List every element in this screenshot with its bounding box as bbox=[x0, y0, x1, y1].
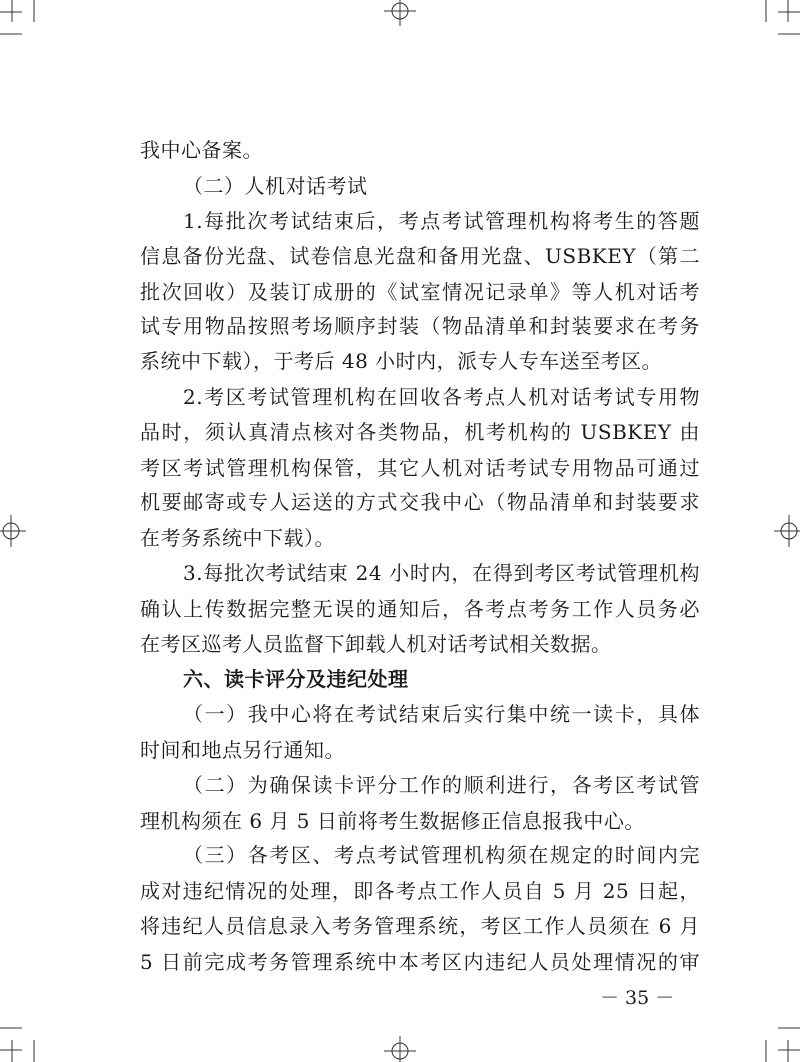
text-line: 品时，须认真清点核对各类物品，机考机构的 USBKEY 由 bbox=[140, 420, 700, 444]
text-line: 1.每批次考试结束后，考点考试管理机构将考生的答题 bbox=[183, 209, 700, 233]
registration-mark-right bbox=[774, 515, 800, 547]
text-line: 2.考区考试管理机构在回收各考点人机对话考试专用物 bbox=[183, 385, 700, 409]
text-line: 理机构须在 6 月 5 日前将考生数据修正信息报我中心。 bbox=[140, 809, 645, 833]
text-line: 我中心备案。 bbox=[140, 138, 263, 162]
text-line: （二）为确保读卡评分工作的顺利进行，各考区考试管 bbox=[183, 773, 700, 797]
text-line: 将违纪人员信息录入考务管理系统，考区工作人员须在 6 月 bbox=[140, 914, 700, 938]
registration-mark-left bbox=[0, 515, 26, 547]
text-line: 系统中下载），于考后 48 小时内，派专人专车送至考区。 bbox=[140, 349, 663, 373]
text-line: 时间和地点另行通知。 bbox=[140, 738, 345, 762]
text-line: 考区考试管理机构保管，其它人机对话考试专用物品可通过 bbox=[140, 456, 700, 480]
text-line: 试专用物品按照考场顺序封装（物品清单和封装要求在考务 bbox=[140, 314, 700, 338]
registration-mark-top bbox=[384, 0, 416, 26]
text-line: 成对违纪情况的处理，即各考点工作人员自 5 月 25 日起， bbox=[140, 879, 700, 903]
text-line: （三）各考区、考点考试管理机构须在规定的时间内完 bbox=[183, 843, 700, 867]
registration-mark-bottom bbox=[384, 1036, 416, 1062]
text-line: 确认上传数据完整无误的通知后，各考点考务工作人员务必 bbox=[140, 597, 700, 621]
text-line: 在考区巡考人员监督下卸载人机对话考试相关数据。 bbox=[140, 632, 612, 656]
text-line: 在考务系统中下载）。 bbox=[140, 526, 335, 550]
text-line: 机要邮寄或专人运送的方式交我中心（物品清单和封装要求 bbox=[140, 490, 700, 514]
text-line: 信息备份光盘、试卷信息光盘和备用光盘、USBKEY（第二 bbox=[140, 244, 700, 268]
text-line: （一）我中心将在考试结束后实行集中统一读卡，具体 bbox=[183, 702, 700, 726]
page-number: － 35 － bbox=[600, 987, 675, 1009]
text-line: 5 日前完成考务管理系统中本考区内违纪人员处理情况的审 bbox=[140, 950, 700, 974]
text-line: 3.每批次考试结束 24 小时内，在得到考区考试管理机构 bbox=[183, 561, 700, 585]
text-line: 批次回收）及装订成册的《试室情况记录单》等人机对话考 bbox=[140, 280, 700, 304]
section-heading: （二）人机对话考试 bbox=[183, 174, 368, 198]
section-heading-bold: 六、读卡评分及违纪处理 bbox=[183, 667, 409, 691]
